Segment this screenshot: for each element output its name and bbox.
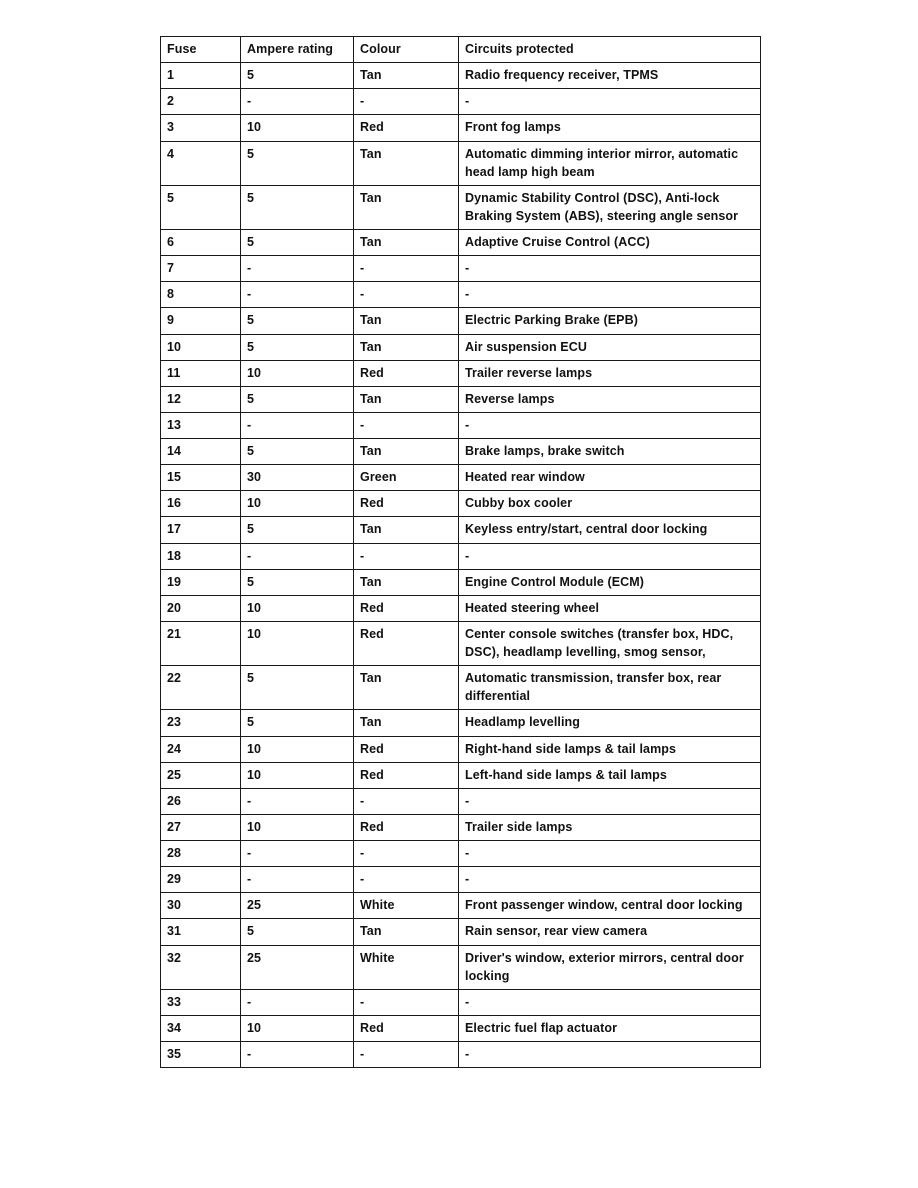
colour-cell: Red xyxy=(354,1015,459,1041)
ampere-cell: 10 xyxy=(241,621,354,665)
ampere-cell: 10 xyxy=(241,762,354,788)
colour-cell: Red xyxy=(354,491,459,517)
fuse-cell: 13 xyxy=(161,412,241,438)
fuse-cell: 6 xyxy=(161,230,241,256)
colour-cell: - xyxy=(354,788,459,814)
fuse-cell: 5 xyxy=(161,185,241,229)
ampere-cell: - xyxy=(241,282,354,308)
fuse-cell: 32 xyxy=(161,945,241,989)
table-row xyxy=(161,1015,761,1041)
ampere-cell: - xyxy=(241,1042,354,1068)
ampere-cell: 10 xyxy=(241,736,354,762)
fuse-cell: 7 xyxy=(161,256,241,282)
column-header-colour: Colour xyxy=(354,37,459,63)
colour-cell: Tan xyxy=(354,63,459,89)
table-row xyxy=(161,788,761,814)
circuits-cell: Left-hand side lamps & tail lamps xyxy=(459,762,761,788)
circuits-cell: Reverse lamps xyxy=(459,386,761,412)
table-row xyxy=(161,666,761,710)
colour-cell: Tan xyxy=(354,919,459,945)
ampere-cell: - xyxy=(241,412,354,438)
fuse-cell: 29 xyxy=(161,867,241,893)
colour-cell: - xyxy=(354,256,459,282)
table-row xyxy=(161,893,761,919)
circuits-cell: Cubby box cooler xyxy=(459,491,761,517)
circuits-cell: Trailer side lamps xyxy=(459,814,761,840)
colour-cell: Red xyxy=(354,762,459,788)
ampere-cell: - xyxy=(241,543,354,569)
table-row xyxy=(161,517,761,543)
ampere-cell: 5 xyxy=(241,230,354,256)
circuits-cell: - xyxy=(459,282,761,308)
circuits-cell: - xyxy=(459,1042,761,1068)
table-row xyxy=(161,710,761,736)
fuse-cell: 9 xyxy=(161,308,241,334)
fuse-table-body xyxy=(161,63,761,1068)
colour-cell: Tan xyxy=(354,439,459,465)
header-row xyxy=(161,37,761,63)
table-row xyxy=(161,185,761,229)
colour-cell: Red xyxy=(354,360,459,386)
table-row xyxy=(161,867,761,893)
colour-cell: Red xyxy=(354,621,459,665)
ampere-cell: 10 xyxy=(241,1015,354,1041)
ampere-cell: 10 xyxy=(241,360,354,386)
colour-cell: Tan xyxy=(354,141,459,185)
fuse-cell: 28 xyxy=(161,841,241,867)
table-row xyxy=(161,491,761,517)
colour-cell: Tan xyxy=(354,517,459,543)
ampere-cell: 5 xyxy=(241,386,354,412)
circuits-cell: Front fog lamps xyxy=(459,115,761,141)
ampere-cell: 5 xyxy=(241,141,354,185)
ampere-cell: 25 xyxy=(241,945,354,989)
circuits-cell: Trailer reverse lamps xyxy=(459,360,761,386)
fuse-cell: 24 xyxy=(161,736,241,762)
table-row xyxy=(161,814,761,840)
fuse-cell: 23 xyxy=(161,710,241,736)
circuits-cell: Automatic transmission, transfer box, rear differential xyxy=(459,666,761,710)
fuse-cell: 1 xyxy=(161,63,241,89)
ampere-cell: - xyxy=(241,256,354,282)
circuits-cell: Electric fuel flap actuator xyxy=(459,1015,761,1041)
colour-cell: Tan xyxy=(354,386,459,412)
ampere-cell: 5 xyxy=(241,308,354,334)
fuse-cell: 2 xyxy=(161,89,241,115)
table-row xyxy=(161,465,761,491)
table-row xyxy=(161,1042,761,1068)
fuse-cell: 17 xyxy=(161,517,241,543)
table-row xyxy=(161,115,761,141)
table-row xyxy=(161,89,761,115)
table-row xyxy=(161,543,761,569)
ampere-cell: 5 xyxy=(241,666,354,710)
fuse-cell: 11 xyxy=(161,360,241,386)
circuits-cell: Radio frequency receiver, TPMS xyxy=(459,63,761,89)
fuse-cell: 35 xyxy=(161,1042,241,1068)
ampere-cell: 5 xyxy=(241,334,354,360)
circuits-cell: - xyxy=(459,543,761,569)
colour-cell: Tan xyxy=(354,569,459,595)
ampere-cell: 5 xyxy=(241,569,354,595)
circuits-cell: Front passenger window, central door locking xyxy=(459,893,761,919)
column-header-ampere: Ampere rating xyxy=(241,37,354,63)
colour-cell: - xyxy=(354,989,459,1015)
circuits-cell: Adaptive Cruise Control (ACC) xyxy=(459,230,761,256)
circuits-cell: - xyxy=(459,788,761,814)
fuse-cell: 10 xyxy=(161,334,241,360)
fuse-cell: 3 xyxy=(161,115,241,141)
ampere-cell: 10 xyxy=(241,814,354,840)
fuse-table xyxy=(160,36,761,1068)
ampere-cell: - xyxy=(241,788,354,814)
table-row xyxy=(161,141,761,185)
table-row xyxy=(161,439,761,465)
circuits-cell: Center console switches (transfer box, HDC, DSC), headlamp levelling, smog sensor, xyxy=(459,621,761,665)
colour-cell: Tan xyxy=(354,185,459,229)
colour-cell: - xyxy=(354,89,459,115)
fuse-cell: 18 xyxy=(161,543,241,569)
ampere-cell: - xyxy=(241,89,354,115)
ampere-cell: 30 xyxy=(241,465,354,491)
circuits-cell: - xyxy=(459,412,761,438)
circuits-cell: Right-hand side lamps & tail lamps xyxy=(459,736,761,762)
colour-cell: White xyxy=(354,945,459,989)
table-row xyxy=(161,63,761,89)
fuse-cell: 8 xyxy=(161,282,241,308)
circuits-cell: Heated rear window xyxy=(459,465,761,491)
ampere-cell: 5 xyxy=(241,439,354,465)
fuse-cell: 25 xyxy=(161,762,241,788)
circuits-cell: Electric Parking Brake (EPB) xyxy=(459,308,761,334)
ampere-cell: 10 xyxy=(241,491,354,517)
circuits-cell: - xyxy=(459,989,761,1015)
fuse-cell: 22 xyxy=(161,666,241,710)
circuits-cell: Automatic dimming interior mirror, automatic head lamp high beam xyxy=(459,141,761,185)
fuse-table-header xyxy=(161,37,761,63)
table-row xyxy=(161,282,761,308)
ampere-cell: 5 xyxy=(241,185,354,229)
colour-cell: White xyxy=(354,893,459,919)
ampere-cell: 5 xyxy=(241,919,354,945)
column-header-fuse: Fuse xyxy=(161,37,241,63)
table-row xyxy=(161,736,761,762)
colour-cell: - xyxy=(354,867,459,893)
fuse-cell: 20 xyxy=(161,595,241,621)
colour-cell: Red xyxy=(354,595,459,621)
table-row xyxy=(161,989,761,1015)
ampere-cell: - xyxy=(241,841,354,867)
colour-cell: Tan xyxy=(354,710,459,736)
table-row xyxy=(161,386,761,412)
fuse-cell: 33 xyxy=(161,989,241,1015)
colour-cell: Tan xyxy=(354,230,459,256)
circuits-cell: Air suspension ECU xyxy=(459,334,761,360)
colour-cell: - xyxy=(354,543,459,569)
fuse-cell: 16 xyxy=(161,491,241,517)
fuse-cell: 15 xyxy=(161,465,241,491)
colour-cell: - xyxy=(354,282,459,308)
circuits-cell: - xyxy=(459,89,761,115)
ampere-cell: 5 xyxy=(241,710,354,736)
table-row xyxy=(161,360,761,386)
circuits-cell: Headlamp levelling xyxy=(459,710,761,736)
colour-cell: Tan xyxy=(354,334,459,360)
table-row xyxy=(161,841,761,867)
colour-cell: Green xyxy=(354,465,459,491)
column-header-circuits: Circuits protected xyxy=(459,37,761,63)
fuse-cell: 30 xyxy=(161,893,241,919)
colour-cell: Tan xyxy=(354,666,459,710)
colour-cell: - xyxy=(354,1042,459,1068)
fuse-cell: 34 xyxy=(161,1015,241,1041)
ampere-cell: 25 xyxy=(241,893,354,919)
table-row xyxy=(161,762,761,788)
ampere-cell: 5 xyxy=(241,517,354,543)
colour-cell: - xyxy=(354,412,459,438)
circuits-cell: - xyxy=(459,841,761,867)
table-row xyxy=(161,595,761,621)
fuse-cell: 19 xyxy=(161,569,241,595)
colour-cell: Red xyxy=(354,736,459,762)
colour-cell: Red xyxy=(354,115,459,141)
ampere-cell: 10 xyxy=(241,595,354,621)
circuits-cell: Driver's window, exterior mirrors, central door locking xyxy=(459,945,761,989)
ampere-cell: 5 xyxy=(241,63,354,89)
colour-cell: Tan xyxy=(354,308,459,334)
colour-cell: - xyxy=(354,841,459,867)
table-row xyxy=(161,412,761,438)
table-row xyxy=(161,230,761,256)
circuits-cell: Heated steering wheel xyxy=(459,595,761,621)
table-row xyxy=(161,621,761,665)
table-row xyxy=(161,919,761,945)
circuits-cell: Dynamic Stability Control (DSC), Anti-lock Braking System (ABS), steering angle sensor xyxy=(459,185,761,229)
circuits-cell: - xyxy=(459,256,761,282)
fuse-cell: 31 xyxy=(161,919,241,945)
fuse-cell: 4 xyxy=(161,141,241,185)
fuse-cell: 21 xyxy=(161,621,241,665)
circuits-cell: Rain sensor, rear view camera xyxy=(459,919,761,945)
fuse-cell: 12 xyxy=(161,386,241,412)
circuits-cell: Engine Control Module (ECM) xyxy=(459,569,761,595)
table-row xyxy=(161,334,761,360)
table-row xyxy=(161,945,761,989)
colour-cell: Red xyxy=(354,814,459,840)
fuse-cell: 27 xyxy=(161,814,241,840)
table-row xyxy=(161,256,761,282)
table-row xyxy=(161,569,761,595)
ampere-cell: 10 xyxy=(241,115,354,141)
circuits-cell: - xyxy=(459,867,761,893)
fuse-cell: 14 xyxy=(161,439,241,465)
ampere-cell: - xyxy=(241,867,354,893)
ampere-cell: - xyxy=(241,989,354,1015)
circuits-cell: Keyless entry/start, central door locking xyxy=(459,517,761,543)
circuits-cell: Brake lamps, brake switch xyxy=(459,439,761,465)
table-row xyxy=(161,308,761,334)
fuse-cell: 26 xyxy=(161,788,241,814)
